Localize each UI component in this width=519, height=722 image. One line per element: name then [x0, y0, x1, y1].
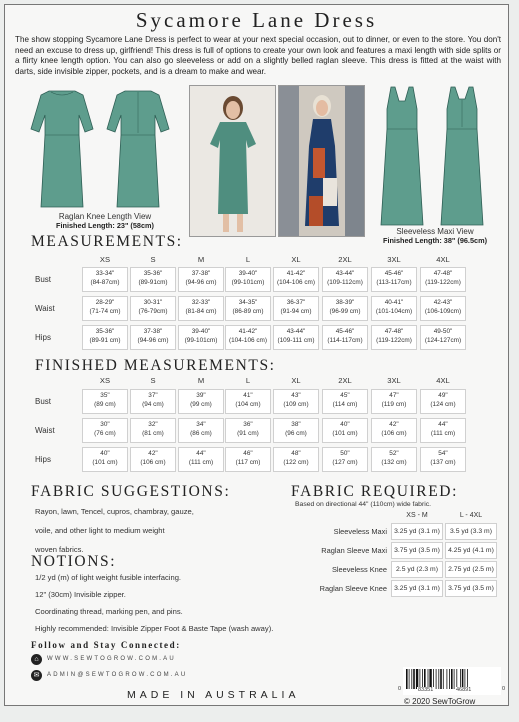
cell-inches: 42" — [148, 450, 158, 457]
cell-cm: (117 cm) — [235, 458, 261, 466]
finished-size-l: L — [245, 376, 251, 385]
cell-cm: (99-101cm) — [184, 336, 218, 344]
barcode-digits-group-2: 46891 — [456, 687, 472, 693]
cell-inches: 48" — [291, 450, 301, 457]
cell-inches: 45-46" — [384, 270, 404, 277]
cell-cm: (114-117cm) — [327, 336, 363, 344]
raglan-view-caption — [35, 212, 175, 230]
measurements-cell — [130, 325, 176, 350]
barcode-bar — [460, 669, 461, 689]
barcode-bar — [420, 669, 421, 689]
cell-cm: (94 cm) — [142, 400, 164, 408]
cell-cm: (111 cm) — [188, 458, 214, 466]
finished-cell — [82, 389, 128, 414]
cell-inches: 42-43" — [433, 299, 453, 306]
barcode-bar — [428, 669, 429, 689]
measurements-row-label-bust: Bust — [35, 275, 52, 284]
cell-cm: (113-117cm) — [376, 278, 412, 286]
measurements-cell — [178, 325, 224, 350]
cell-inches: 45" — [340, 392, 350, 399]
barcode-bar — [456, 669, 457, 689]
cell-inches: 50" — [340, 450, 350, 457]
notion-line: 12" (30cm) Invisible zipper. — [35, 590, 126, 599]
barcode-bar — [409, 669, 410, 689]
cell-cm: (91-94 cm) — [280, 307, 312, 315]
cell-cm: (94-96 cm) — [137, 336, 169, 344]
cell-cm: (96 cm) — [285, 429, 307, 437]
finished-row-label-waist: Waist — [35, 426, 55, 435]
measurements-cell — [322, 267, 368, 292]
cell-cm: (122 cm) — [283, 458, 309, 466]
measurements-row-label-hips: Hips — [35, 333, 52, 342]
cell-cm: (111 cm) — [430, 429, 456, 437]
green-dress-photo-image — [190, 86, 275, 236]
fabric-required-heading: FABRIC REQUIRED: — [291, 483, 458, 500]
cell-inches: 47-48" — [433, 270, 453, 277]
measurements-size-xl: XL — [291, 255, 301, 264]
cell-inches: 46" — [243, 450, 253, 457]
finished-cell — [322, 447, 368, 472]
cell-inches: 41-42" — [238, 328, 258, 335]
barcode-bar — [413, 669, 415, 689]
sleeveless-dress-front-illustration — [377, 85, 427, 227]
finished-cell — [178, 389, 224, 414]
notion-line: Coordinating thread, marking pen, and pins. — [35, 607, 183, 616]
finished-cell — [420, 418, 466, 443]
measurements-cell — [225, 296, 271, 321]
finished-size-3xl: 3XL — [387, 376, 401, 385]
raglan-finished-length: Finished Length: 23" (58cm) — [56, 221, 154, 230]
finished-cell — [371, 447, 417, 472]
finished-cell — [82, 447, 128, 472]
finished-cell — [420, 389, 466, 414]
cell-cm: (106 cm) — [381, 429, 407, 437]
cell-inches: 35-36" — [143, 270, 163, 277]
fabric-required-header-xs-m: XS - M — [406, 512, 428, 519]
sleeveless-view-caption — [365, 227, 505, 245]
barcode-bar — [424, 669, 426, 689]
finished-cell — [82, 418, 128, 443]
measurements-cell — [178, 296, 224, 321]
cell-inches: 30" — [100, 421, 110, 428]
notion-line: 1/2 yd (m) of light weight fusible interfacing. — [35, 573, 182, 582]
barcode-bar — [467, 669, 468, 689]
cell-inches: 38" — [291, 421, 301, 428]
finished-measurements-heading: FINISHED MEASUREMENTS: — [35, 357, 276, 374]
measurements-row-label-waist: Waist — [35, 304, 55, 313]
cell-cm: (119-122cm) — [425, 278, 461, 286]
barcode-bar — [411, 669, 412, 689]
made-in-australia: MADE IN AUSTRALIA — [127, 689, 300, 701]
cell-inches: 42" — [389, 421, 399, 428]
cell-cm: (124 cm) — [430, 400, 456, 408]
measurements-cell — [273, 267, 319, 292]
cell-inches: 47" — [389, 392, 399, 399]
measurements-cell — [322, 296, 368, 321]
measurements-cell — [225, 325, 271, 350]
model-photo-patchwork-dress — [278, 85, 365, 237]
page-title: Sycamore Lane Dress — [135, 8, 378, 32]
barcode-bar — [440, 669, 442, 689]
cell-inches: 32" — [148, 421, 158, 428]
cell-cm: (132 cm) — [381, 458, 407, 466]
cell-inches: 33-34" — [95, 270, 115, 277]
finished-cell — [130, 418, 176, 443]
cell-inches: 30-31" — [143, 299, 163, 306]
barcode-bar — [447, 669, 448, 689]
cell-inches: 44" — [196, 450, 206, 457]
cell-cm: (101-104cm) — [375, 307, 413, 315]
fabric-required-row-label: Raglan Sleeve Knee — [319, 584, 387, 593]
cell-cm: (89-91cm) — [138, 278, 168, 286]
cell-cm: (81-84 cm) — [185, 307, 217, 315]
fabric-required-cell: 3.5 yd (3.3 m) — [445, 523, 497, 540]
cell-inches: 39-40" — [238, 270, 258, 277]
copyright-text: © 2020 SewToGrow — [404, 697, 476, 706]
fabric-suggestions-heading: FABRIC SUGGESTIONS: — [31, 483, 231, 500]
measurements-cell — [371, 296, 417, 321]
cell-inches: 44" — [438, 421, 448, 428]
barcode-bar — [465, 669, 466, 689]
finished-cell — [225, 447, 271, 472]
cell-inches: 37" — [148, 392, 158, 399]
measurements-cell — [130, 267, 176, 292]
cell-inches: 39-40" — [191, 328, 211, 335]
measurements-cell — [82, 296, 128, 321]
cell-inches: 40-41" — [384, 299, 404, 306]
cell-cm: (101 cm) — [332, 429, 358, 437]
cell-inches: 35" — [100, 392, 110, 399]
barcode-bar — [436, 669, 437, 689]
measurements-cell — [371, 267, 417, 292]
cell-inches: 41" — [243, 392, 253, 399]
cell-cm: (94-96 cm) — [185, 278, 217, 286]
finished-cell — [178, 447, 224, 472]
cell-inches: 38-39" — [335, 299, 355, 306]
cell-cm: (81 cm) — [142, 429, 164, 437]
measurements-cell — [420, 267, 466, 292]
finished-cell — [130, 447, 176, 472]
measurements-cell — [322, 325, 368, 350]
cell-inches: 40" — [340, 421, 350, 428]
cell-cm: (104-106 cm) — [276, 278, 315, 286]
cell-inches: 47-48" — [384, 328, 404, 335]
barcode-bar — [462, 669, 464, 689]
cell-cm: (84-87cm) — [90, 278, 120, 286]
cell-cm: (89-91 cm) — [89, 336, 121, 344]
cell-inches: 40" — [100, 450, 110, 457]
barcode-left-digit: 0 — [398, 686, 402, 692]
barcode-bar — [438, 669, 439, 689]
cell-cm: (86-89 cm) — [232, 307, 264, 315]
cell-inches: 39" — [196, 392, 206, 399]
cell-cm: (104-106 cm) — [228, 336, 267, 344]
intro-paragraph: The show stopping Sycamore Lane Dress is perfect to wear at your next special occasion, out to dinner, or even to the store. You don't need an excuse to dress up, girlfriend! This dress is full of options to create your own look and features a maxi length with side splits or a flirty knee length option. You can also go sleeveless or add on a slightly belled raglan sleeve. This dress is fitted at the waist with darts, side invisible zipper, pockets, and is a dream to make and wear. — [15, 35, 501, 76]
follow-heading: Follow and Stay Connected: — [31, 640, 181, 650]
finished-cell — [371, 418, 417, 443]
barcode-bar — [416, 669, 418, 689]
barcode-bar — [429, 669, 431, 689]
finished-row-label-hips: Hips — [35, 455, 52, 464]
barcode-bar — [449, 669, 450, 689]
finished-row-label-bust: Bust — [35, 397, 52, 406]
barcode-bar — [422, 669, 423, 689]
sleeveless-caption-text: Sleeveless Maxi View — [396, 227, 474, 236]
finished-size-s: S — [150, 376, 156, 385]
cell-inches: 43" — [291, 392, 301, 399]
cell-inches: 28-29" — [95, 299, 115, 306]
fabric-required-cell: 3.25 yd (3.1 m) — [391, 580, 443, 597]
measurements-size-header — [5, 255, 508, 265]
cell-inches: 41-42" — [286, 270, 306, 277]
cell-cm: (106-109cm) — [424, 307, 462, 315]
cell-cm: (99 cm) — [190, 400, 212, 408]
cell-cm: (106 cm) — [140, 458, 166, 466]
barcode-bar — [443, 669, 444, 689]
pattern-back-cover — [4, 4, 509, 706]
patchwork-dress-photo-image — [279, 86, 364, 236]
finished-cell — [225, 418, 271, 443]
cell-cm: (86 cm) — [190, 429, 212, 437]
cell-cm: (71-74 cm) — [89, 307, 121, 315]
sleeveless-dress-back-illustration — [437, 85, 487, 227]
raglan-caption-text: Raglan Knee Length View — [58, 212, 152, 221]
measurements-cell — [371, 325, 417, 350]
email-link[interactable]: ADMIN@SEWTOGROW.COM.AU — [47, 672, 188, 678]
cell-cm: (76-79cm) — [138, 307, 168, 315]
cell-inches: 37-38" — [143, 328, 163, 335]
finished-cell — [130, 389, 176, 414]
cell-inches: 52" — [389, 450, 399, 457]
cell-inches: 35-36" — [95, 328, 115, 335]
finished-cell — [273, 418, 319, 443]
barcode-bar — [406, 669, 408, 689]
cell-cm: (114 cm) — [332, 400, 358, 408]
barcode-bar — [454, 669, 455, 689]
measurements-heading: MEASUREMENTS: — [31, 233, 183, 250]
fabric-suggestion-line: voile, and other light to medium weight — [35, 526, 165, 535]
cell-cm: (119-122cm) — [376, 336, 412, 344]
fabric-required-cell: 3.25 yd (3.1 m) — [391, 523, 443, 540]
fabric-required-header-l-4xl: L - 4XL — [459, 512, 483, 519]
cell-inches: 45-46" — [335, 328, 355, 335]
finished-size-m: M — [197, 376, 205, 385]
measurements-size-4xl: 4XL — [436, 255, 450, 264]
measurements-cell — [273, 296, 319, 321]
cell-cm: (109-111 cm) — [277, 336, 315, 344]
cell-cm: (109 cm) — [283, 400, 309, 408]
cell-cm: (104 cm) — [235, 400, 261, 408]
measurements-cell — [178, 267, 224, 292]
finished-size-2xl: 2XL — [338, 376, 352, 385]
finished-size-xl: XL — [291, 376, 301, 385]
fabric-required-note: Based on directional 44" (110cm) wide fabric. — [295, 501, 432, 508]
web-icon: ⌂ — [31, 654, 42, 665]
cell-inches: 32-33" — [191, 299, 211, 306]
cell-cm: (109-112cm) — [327, 278, 363, 286]
finished-cell — [371, 389, 417, 414]
finished-cell — [225, 389, 271, 414]
barcode-digits-group-1: 83351 — [418, 687, 434, 693]
fabric-required-cell: 3.75 yd (3.5 m) — [445, 580, 497, 597]
cell-inches: 36" — [243, 421, 253, 428]
cell-cm: (124-127cm) — [424, 336, 462, 344]
cell-cm: (91 cm) — [237, 429, 259, 437]
cell-cm: (89 cm) — [94, 400, 116, 408]
cell-inches: 43-44" — [335, 270, 355, 277]
fabric-required-row-label: Raglan Sleeve Maxi — [321, 546, 387, 555]
measurements-cell — [225, 267, 271, 292]
finished-cell — [273, 389, 319, 414]
fabric-required-row-label: Sleeveless Knee — [331, 565, 387, 574]
website-link[interactable]: WWW.SEWTOGROW.COM.AU — [47, 656, 176, 662]
barcode-right-digit: 0 — [502, 686, 506, 692]
cell-inches: 37-38" — [191, 270, 211, 277]
raglan-dress-back-illustration — [105, 89, 171, 209]
sleeveless-finished-length: Finished Length: 38" (96.5cm) — [382, 236, 487, 245]
fabric-suggestion-line: woven fabrics. — [35, 545, 84, 554]
measurements-size-l: L — [245, 255, 251, 264]
cell-inches: 34-35" — [238, 299, 258, 306]
fabric-required-cell: 3.75 yd (3.5 m) — [391, 542, 443, 559]
measurements-cell — [420, 325, 466, 350]
measurements-size-s: S — [150, 255, 156, 264]
cell-cm: (96-99 cm) — [329, 307, 361, 315]
finished-cell — [322, 389, 368, 414]
cell-cm: (76 cm) — [94, 429, 116, 437]
cell-inches: 43-44" — [286, 328, 306, 335]
finished-size-header — [5, 376, 508, 386]
model-photo-green-dress — [189, 85, 276, 237]
finished-cell — [273, 447, 319, 472]
cell-inches: 34" — [196, 421, 206, 428]
measurements-cell — [420, 296, 466, 321]
cell-cm: (119 cm) — [381, 400, 407, 408]
email-icon: ✉ — [31, 670, 42, 681]
barcode-bar — [433, 669, 434, 689]
barcode-bar — [451, 669, 453, 689]
finished-cell — [420, 447, 466, 472]
measurements-size-2xl: 2XL — [338, 255, 352, 264]
fabric-suggestion-line: Rayon, lawn, Tencel, cupros, chambray, gauze, — [35, 507, 194, 516]
measurements-size-3xl: 3XL — [387, 255, 401, 264]
cell-inches: 49-50" — [433, 328, 453, 335]
cell-cm: (127 cm) — [332, 458, 358, 466]
finished-cell — [322, 418, 368, 443]
finished-size-xs: XS — [99, 376, 111, 385]
measurements-cell — [82, 325, 128, 350]
measurements-size-m: M — [197, 255, 205, 264]
finished-cell — [178, 418, 224, 443]
fabric-required-row-label: Sleeveless Maxi — [333, 527, 387, 536]
finished-size-4xl: 4XL — [436, 376, 450, 385]
raglan-dress-front-illustration — [29, 89, 95, 209]
cell-inches: 36-37" — [286, 299, 306, 306]
measurements-cell — [82, 267, 128, 292]
measurements-cell — [273, 325, 319, 350]
measurements-cell — [130, 296, 176, 321]
fabric-required-cell: 2.5 yd (2.3 m) — [391, 561, 443, 578]
cell-cm: (101 cm) — [92, 458, 118, 466]
cell-inches: 49" — [438, 392, 448, 399]
fabric-required-cell: 2.75 yd (2.5 m) — [445, 561, 497, 578]
cell-cm: (137 cm) — [430, 458, 456, 466]
notion-line: Highly recommended: Invisible Zipper Foot & Baste Tape (wash away). — [35, 624, 274, 633]
fabric-required-cell: 4.25 yd (4.1 m) — [445, 542, 497, 559]
cell-cm: (99-101cm) — [231, 278, 265, 286]
notions-heading: NOTIONS: — [31, 553, 117, 570]
measurements-size-xs: XS — [99, 255, 111, 264]
cell-inches: 54" — [438, 450, 448, 457]
